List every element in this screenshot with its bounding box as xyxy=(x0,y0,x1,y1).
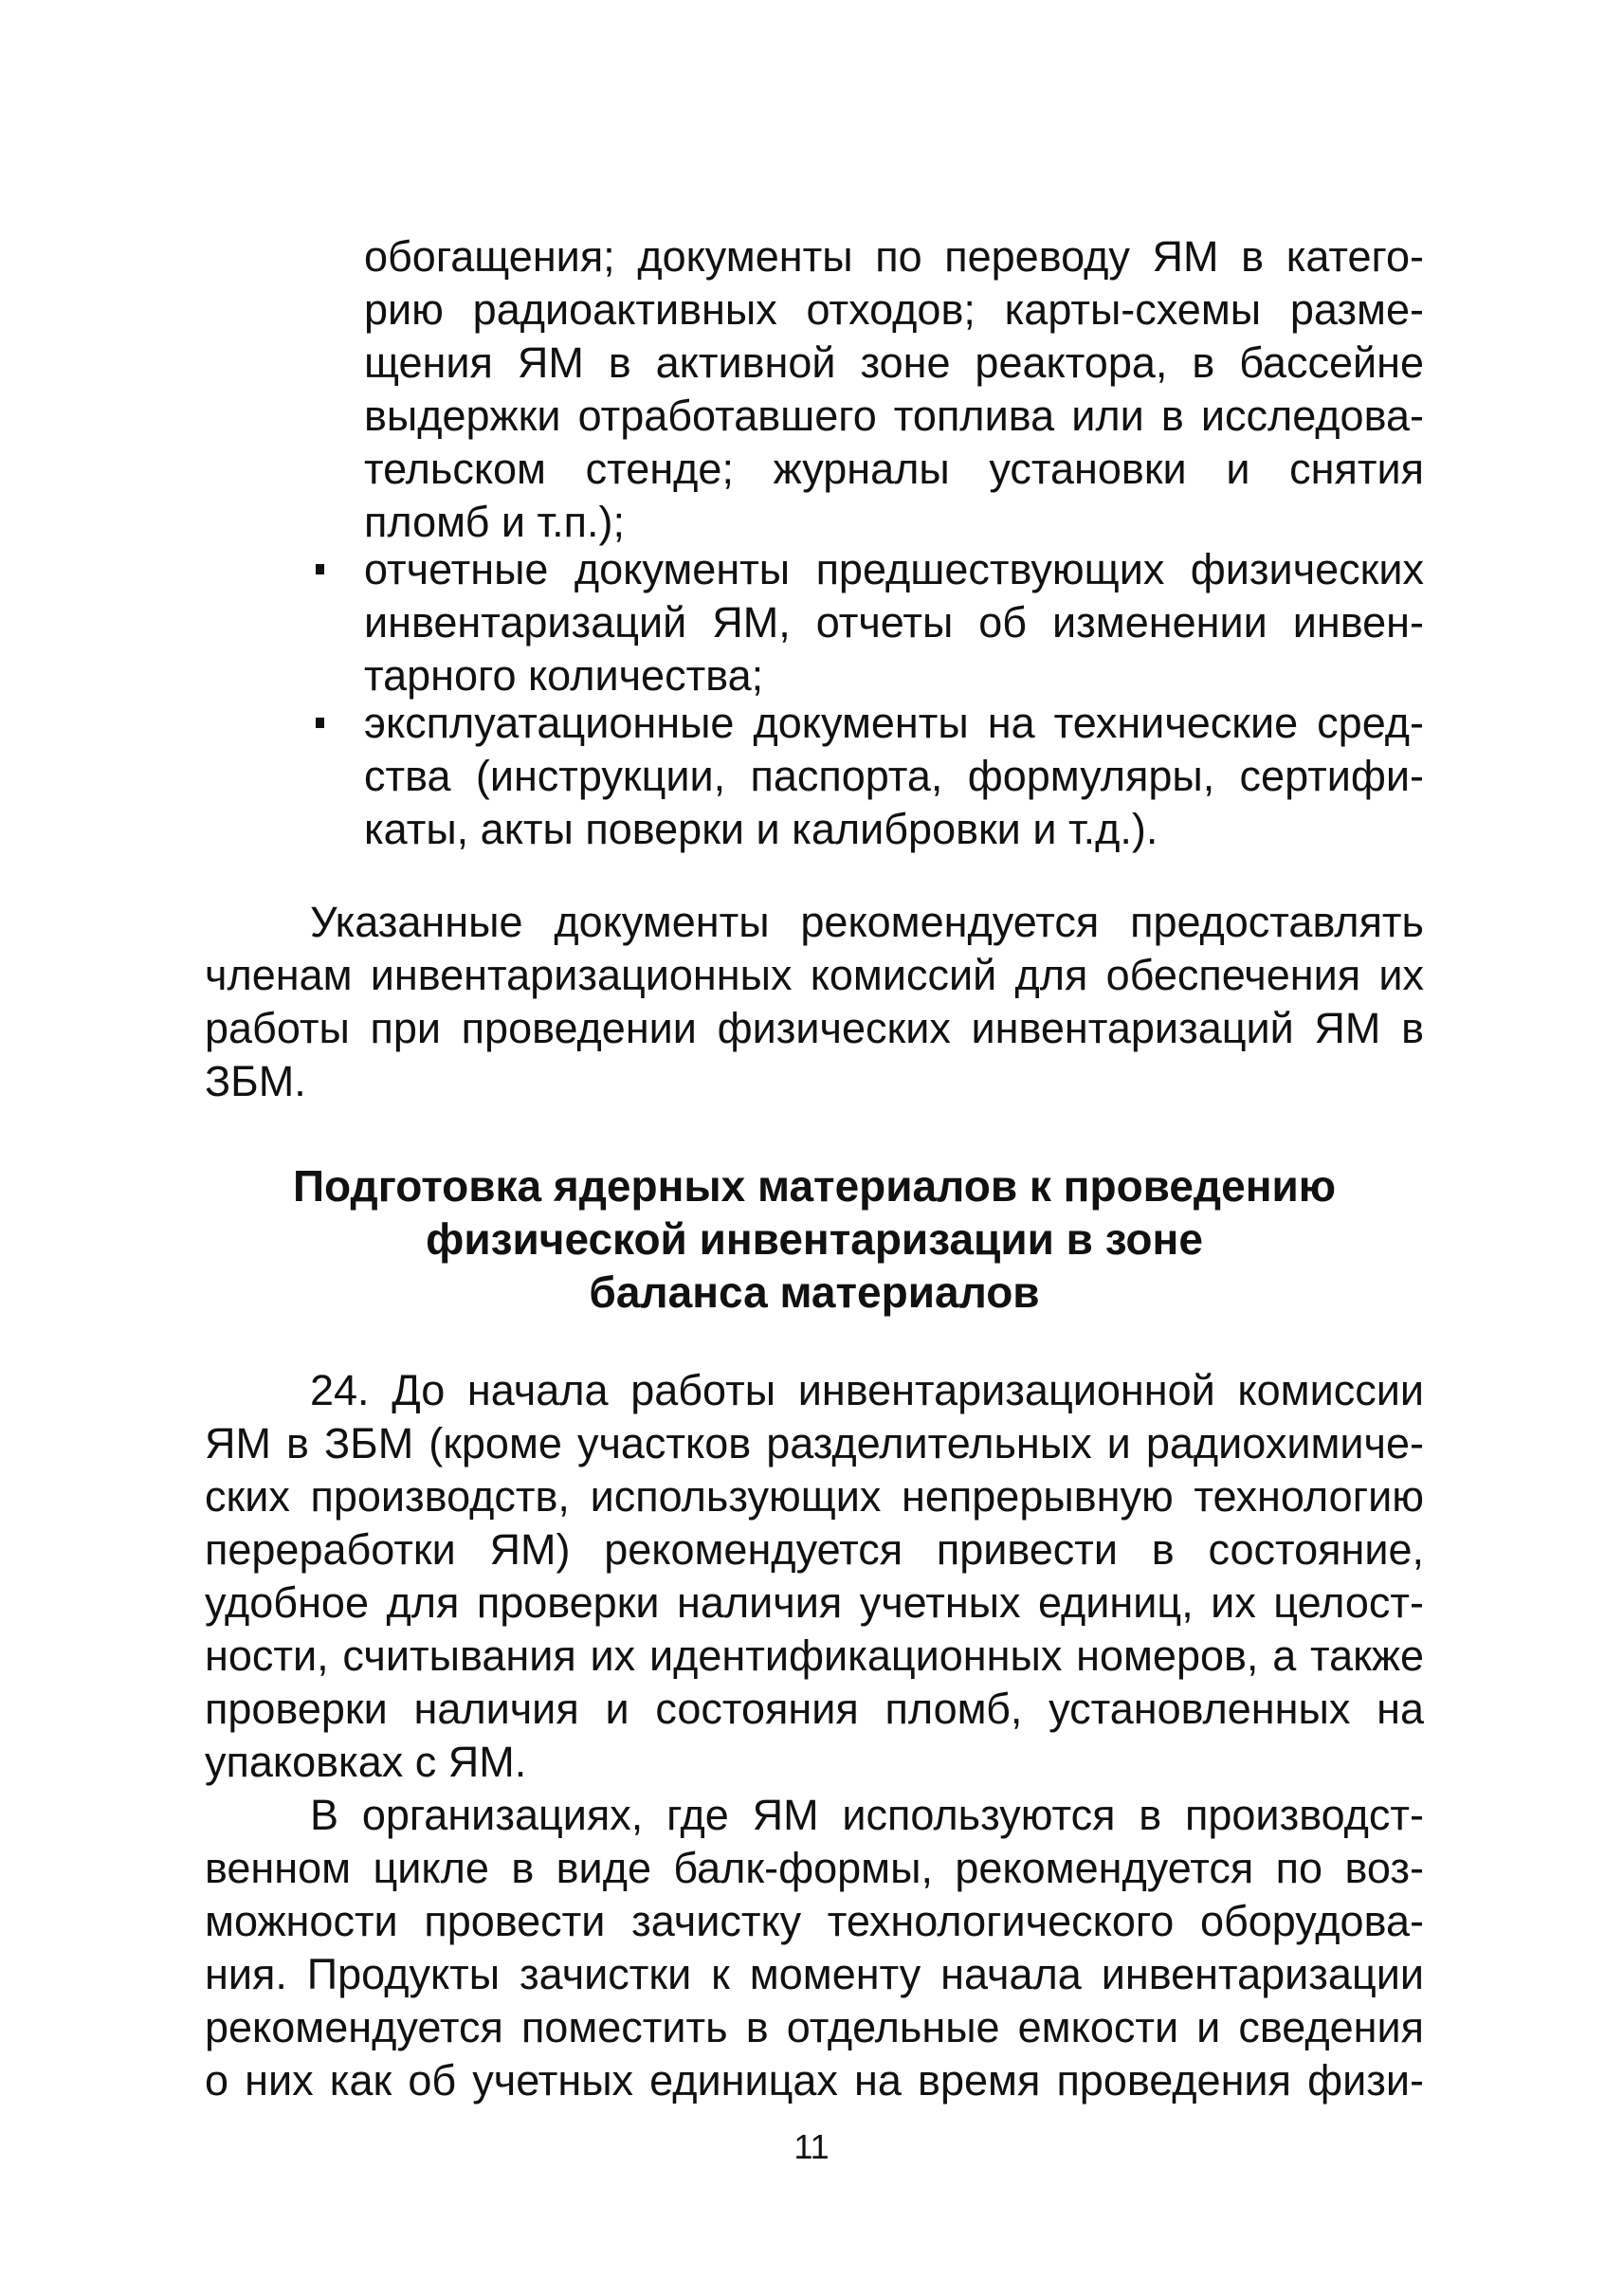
bullet-item-line: эксплуатационные документы на технические сред- xyxy=(364,699,1424,747)
paragraph-line: удобное для проверки наличия учетных единиц, их целост- xyxy=(205,1578,1424,1627)
paragraph-line: рекомендуется поместить в отдельные емкости и сведения xyxy=(205,2003,1424,2051)
section-heading-line: физической инвентаризации в зоне xyxy=(426,1214,1203,1264)
paragraph-line: ских производств, использующих непрерывную технологию xyxy=(205,1472,1424,1521)
paragraph-line: ЗБМ. xyxy=(205,1057,306,1105)
bullet-item-line: каты, акты поверки и калибровки и т.д.). xyxy=(364,805,1158,853)
section-heading-line: Подготовка ядерных материалов к проведению xyxy=(292,1161,1337,1211)
text-line: обогащения; документы по переводу ЯМ в катего- xyxy=(364,232,1424,281)
bullet-item-line: ства (инструкции, паспорта, формуляры, сертифи- xyxy=(364,752,1424,800)
text-line: выдержки отработавшего топлива или в исследова- xyxy=(364,392,1424,440)
paragraph-line: Указанные документы рекомендуется предоставлять xyxy=(310,898,1424,946)
paragraph-line: ния. Продукты зачистки к моменту начала инвентаризации xyxy=(205,1950,1424,1998)
paragraph-line: В организациях, где ЯМ используются в производст- xyxy=(310,1791,1424,1839)
bullet-item-line: инвентаризаций ЯМ, отчеты об изменении инвен- xyxy=(364,598,1424,647)
page-number: 11 xyxy=(793,2127,830,2166)
paragraph-line: переработки ЯМ) рекомендуется привести в состояние, xyxy=(205,1525,1424,1574)
paragraph-line: членам инвентаризационных комиссий для обеспечения их xyxy=(205,951,1424,999)
paragraph-line: проверки наличия и состояния пломб, установленных на xyxy=(205,1685,1424,1733)
section-heading-line: баланса материалов xyxy=(589,1267,1040,1317)
paragraph-line: ЯМ в ЗБМ (кроме участков разделительных и радиохимиче- xyxy=(205,1419,1424,1467)
bullet-item-line: тарного количества; xyxy=(364,651,764,700)
paragraph-line: упаковках с ЯМ. xyxy=(205,1738,527,1786)
paragraph-line: ности, считывания их идентификационных номеров, а также xyxy=(205,1631,1424,1680)
bullet-marker xyxy=(316,564,324,574)
paragraph-line: 24. До начала работы инвентаризационной комиссии xyxy=(310,1366,1424,1414)
paragraph-line: можности провести зачистку технологического оборудова- xyxy=(205,1897,1424,1945)
paragraph-line: работы при проведении физических инвентаризаций ЯМ в xyxy=(205,1004,1424,1052)
text-line: тельском стенде; журналы установки и снятия xyxy=(364,445,1424,493)
text-line: щения ЯМ в активной зоне реактора, в бассейне xyxy=(364,338,1424,387)
bullet-item-line: отчетные документы предшествующих физических xyxy=(364,545,1424,593)
paragraph-line: венном цикле в виде балк-формы, рекомендуется по воз- xyxy=(205,1844,1424,1892)
text-line: пломб и т.п.); xyxy=(364,498,625,546)
bullet-marker xyxy=(316,718,324,728)
text-line: рию радиоактивных отходов; карты-схемы разме- xyxy=(364,285,1424,334)
paragraph-line: о них как об учетных единицах на время проведения физи- xyxy=(205,2056,1424,2105)
